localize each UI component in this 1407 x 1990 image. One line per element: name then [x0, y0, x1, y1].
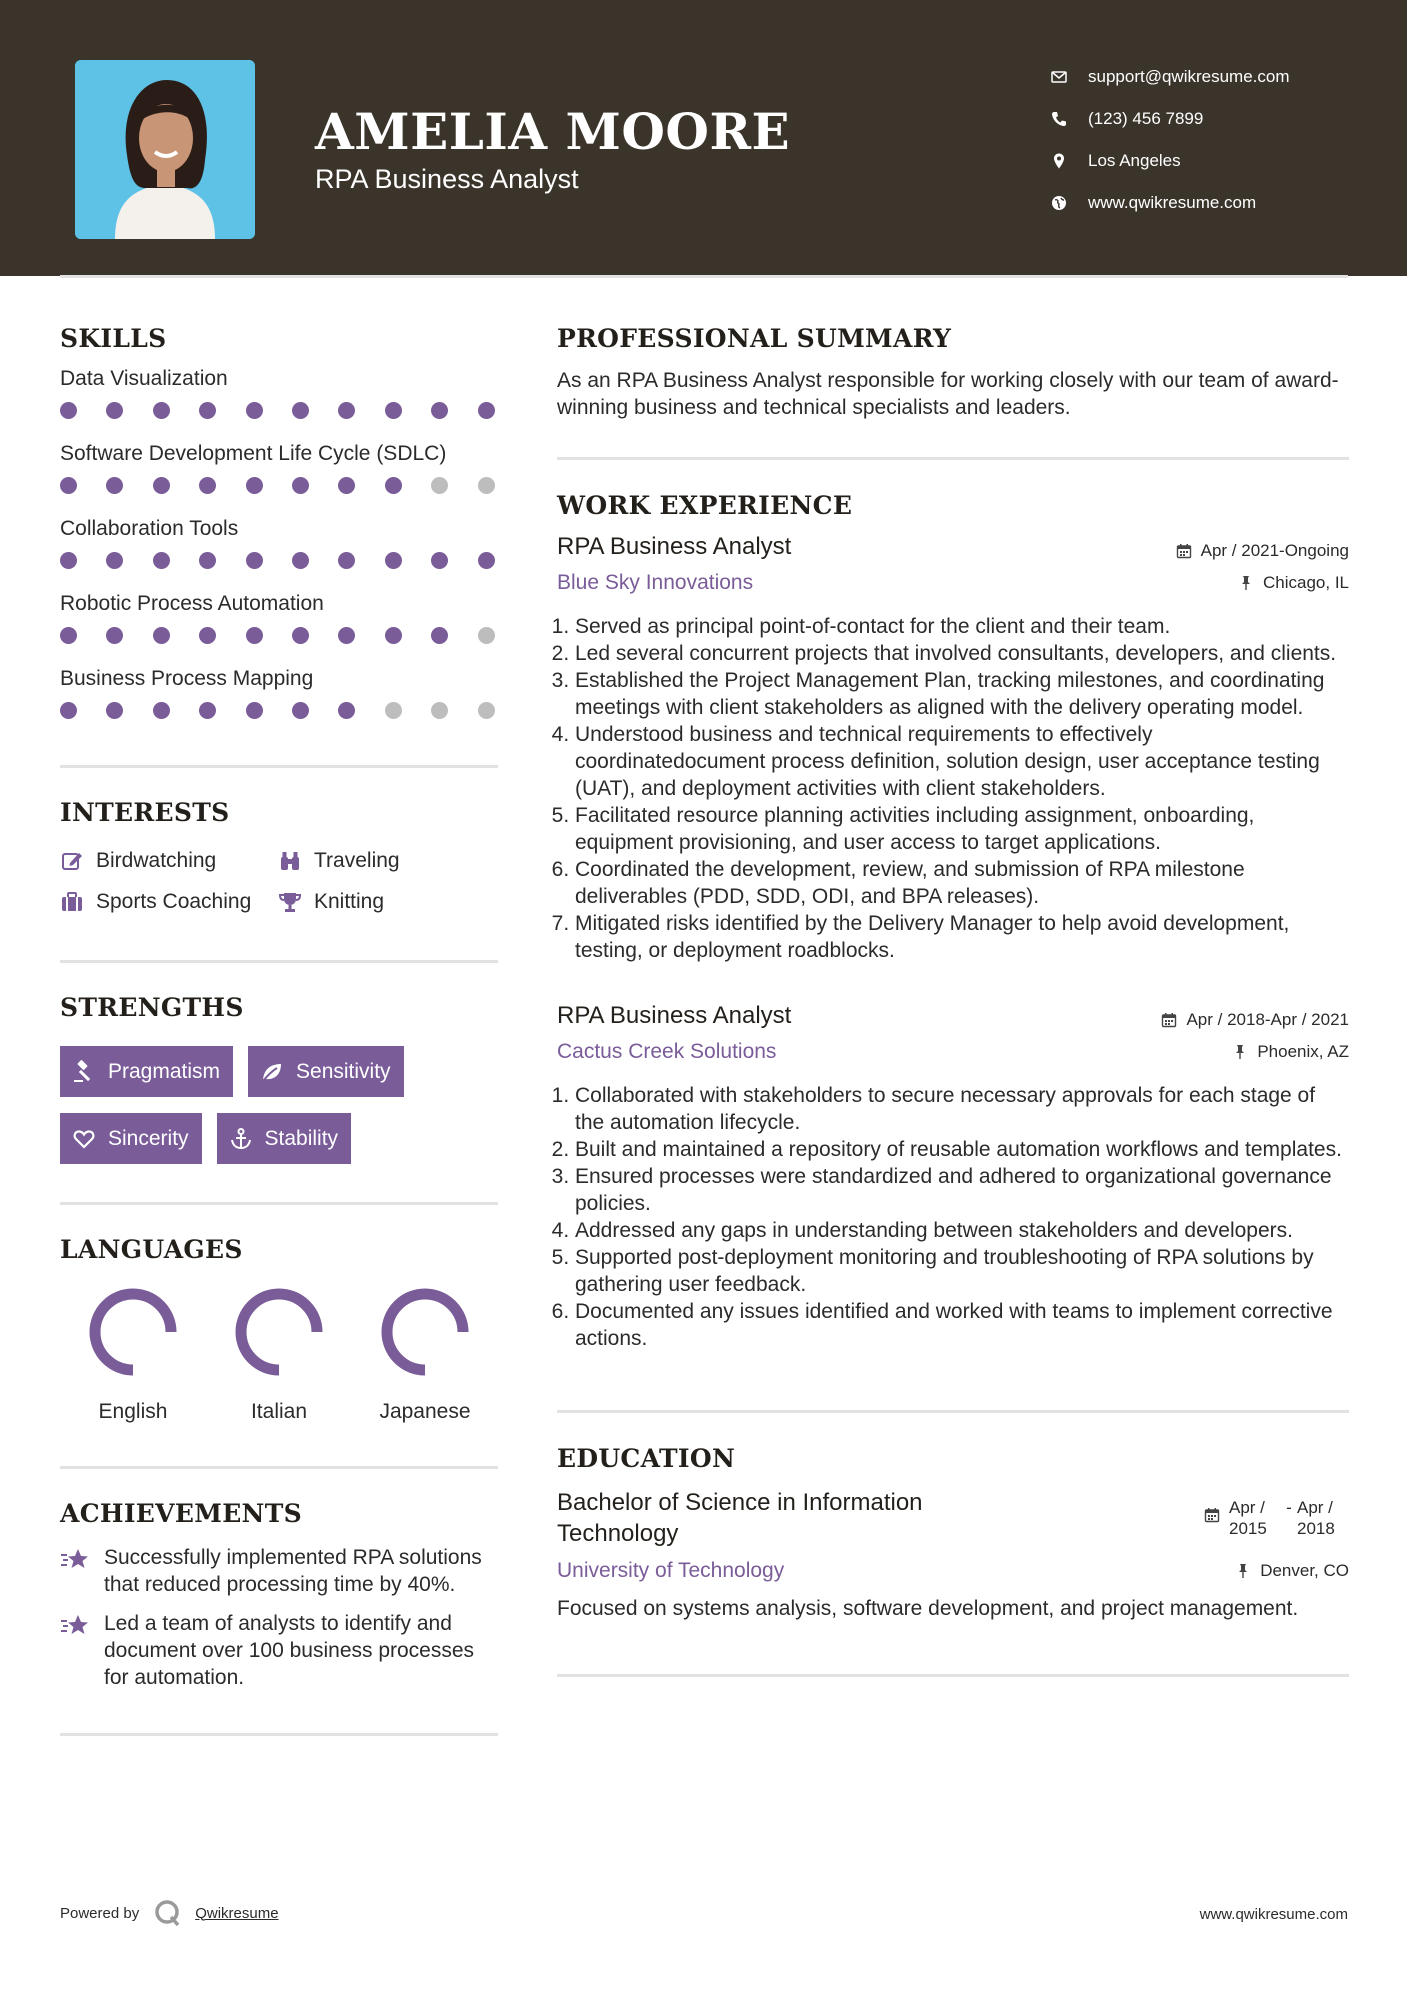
skill-rating	[60, 702, 498, 719]
rating-dot-filled	[199, 702, 216, 719]
trophy-icon	[278, 890, 302, 914]
rating-dot-filled	[385, 477, 402, 494]
candidate-role: RPA Business Analyst	[315, 164, 579, 194]
skill-item	[60, 517, 498, 569]
rating-dot-filled	[153, 402, 170, 419]
star-badge-icon	[60, 1612, 92, 1640]
skills-title: SKILLS	[60, 324, 167, 353]
globe-icon	[1050, 194, 1068, 212]
strength-chip	[248, 1046, 404, 1097]
achievements-title: ACHIEVEMENTS	[60, 1499, 302, 1528]
rating-dot-filled	[338, 402, 355, 419]
achievement-item	[60, 1610, 498, 1691]
contact-phone-text: (123) 456 7899	[1088, 109, 1204, 128]
job-subheader	[557, 571, 1349, 595]
profile-photo	[75, 60, 255, 239]
interest-item	[60, 890, 278, 914]
job-bullets	[557, 1082, 1347, 1352]
interest-item	[278, 890, 498, 914]
education-description: Focused on systems analysis, software development, and project management.	[557, 1597, 1299, 1620]
skill-name: Software Development Life Cycle (SDLC)	[60, 442, 447, 465]
job-bullet: 6. Documented any issues identified and worked with teams to implement corrective actions.	[575, 1298, 1347, 1352]
education-dates	[1204, 1497, 1349, 1539]
section-divider	[60, 1202, 498, 1205]
skill-item	[60, 442, 498, 494]
job-header	[557, 1002, 1349, 1030]
job-bullet: 1. Served as principal point-of-contact for the client and their team.	[575, 613, 1347, 640]
job-date	[1161, 1010, 1349, 1030]
job-bullet: 5. Facilitated resource planning activities including assignment, onboarding, equipment provisioning, and user access to target applications.	[575, 802, 1347, 856]
job-bullet: 1. Collaborated with stakeholders to secure necessary approvals for each stage of the automation lifecycle.	[575, 1082, 1347, 1136]
rating-dot-filled	[199, 552, 216, 569]
rating-dot-filled	[60, 552, 77, 569]
job-bullet: 4. Understood business and technical requirements to effectively coordinatedocument process definition, solution design, user acceptance testing (UAT), and deployment activities with client stakeholders.	[575, 721, 1347, 802]
interest-label: Birdwatching	[96, 849, 217, 872]
education-header	[557, 1487, 1349, 1549]
rating-dot-filled	[106, 702, 123, 719]
job-date-text: Apr / 2021-Ongoing	[1200, 541, 1349, 560]
rating-dot-filled	[431, 552, 448, 569]
skill-rating	[60, 552, 498, 569]
rating-dot-empty	[385, 702, 402, 719]
skill-item	[60, 667, 498, 719]
rating-dot-filled	[106, 402, 123, 419]
section-divider	[60, 765, 498, 768]
rating-dot-filled	[292, 702, 309, 719]
skill-item	[60, 367, 498, 419]
rating-dot-filled	[338, 552, 355, 569]
job-bullet: 6. Coordinated the development, review, and submission of RPA milestone deliverables (PDD, SDD, ODI, and BPA releases).	[575, 856, 1347, 910]
job-location-text: Phoenix, AZ	[1257, 1042, 1349, 1061]
language-item	[60, 1286, 206, 1424]
degree-title: Bachelor of Science in Information Technology	[557, 1489, 923, 1547]
job-entry	[557, 1002, 1349, 1352]
rating-dot-filled	[153, 552, 170, 569]
date-separator: -	[1286, 1498, 1292, 1517]
rating-dot-filled	[106, 552, 123, 569]
heart-icon	[72, 1127, 96, 1151]
rating-dot-filled	[292, 627, 309, 644]
interests-grid	[60, 849, 498, 914]
calendar-icon	[1204, 1507, 1220, 1523]
school-name: University of Technology	[557, 1559, 785, 1582]
rating-dot-filled	[153, 702, 170, 719]
job-bullet: 5. Supported post-deployment monitoring and troubleshooting of RPA solutions by gathering user feedback.	[575, 1244, 1347, 1298]
rating-dot-filled	[478, 402, 495, 419]
job-bullet: 3. Established the Project Management Plan, tracking milestones, and coordinating meetings with client stakeholders as aligned with the delivery operating model.	[575, 667, 1347, 721]
rating-dot-filled	[246, 402, 263, 419]
contact-email[interactable]	[1050, 56, 1380, 98]
skill-rating	[60, 477, 498, 494]
left-column	[60, 276, 498, 1736]
skill-name: Robotic Process Automation	[60, 592, 324, 615]
interest-label: Knitting	[314, 890, 385, 913]
rating-dot-filled	[246, 702, 263, 719]
rating-dot-filled	[106, 627, 123, 644]
summary-text: As an RPA Business Analyst responsible for working closely with our team of award-winning business and technical specialists and leaders.	[557, 369, 1339, 419]
calendar-icon	[1176, 543, 1192, 559]
rating-dot-filled	[431, 627, 448, 644]
job-bullet: 3. Ensured processes were standardized and adhered to organizational governance policies.	[575, 1163, 1347, 1217]
languages-list	[60, 1286, 498, 1424]
interest-label: Sports Coaching	[96, 890, 252, 913]
contact-list	[1050, 56, 1380, 224]
language-name: English	[98, 1400, 168, 1423]
language-name: Japanese	[379, 1400, 471, 1423]
language-level-ring	[233, 1286, 325, 1378]
education-start: Apr / 2015	[1229, 1498, 1267, 1538]
strengths-title: STRENGTHS	[60, 993, 244, 1022]
rating-dot-filled	[338, 627, 355, 644]
edit-icon	[60, 849, 84, 873]
contact-location-text: Los Angeles	[1088, 151, 1181, 170]
language-level-ring	[379, 1286, 471, 1378]
rating-dot-filled	[478, 552, 495, 569]
languages-title: LANGUAGES	[60, 1235, 243, 1264]
strength-label: Sensitivity	[296, 1059, 391, 1083]
rating-dot-empty	[478, 477, 495, 494]
right-column	[557, 276, 1349, 1677]
language-item	[206, 1286, 352, 1424]
skill-name: Collaboration Tools	[60, 517, 239, 540]
contact-location	[1050, 140, 1380, 182]
skill-rating	[60, 627, 498, 644]
rating-dot-filled	[246, 477, 263, 494]
job-location	[1232, 1042, 1349, 1062]
job-date	[1176, 541, 1349, 561]
pushpin-icon	[1238, 575, 1254, 591]
job-location	[1238, 573, 1349, 593]
anchor-icon	[229, 1127, 253, 1151]
rating-dot-filled	[106, 477, 123, 494]
rating-dot-empty	[478, 627, 495, 644]
achievement-text: Led a team of analysts to identify and document over 100 business processes for automation.	[104, 1612, 475, 1689]
rating-dot-filled	[338, 477, 355, 494]
job-title: RPA Business Analyst	[557, 1002, 792, 1029]
interests-title: INTERESTS	[60, 798, 230, 827]
pushpin-icon	[1232, 1044, 1248, 1060]
job-entry	[557, 533, 1349, 964]
footer-website[interactable]: www.qwikresume.com	[1199, 1906, 1348, 1923]
rating-dot-filled	[199, 477, 216, 494]
footer-powered-by	[60, 1898, 279, 1928]
strength-label: Stability	[264, 1126, 339, 1150]
skills-list	[60, 367, 498, 719]
powered-by-label: Powered by	[60, 1904, 140, 1922]
brand-link[interactable]: Qwikresume	[195, 1904, 279, 1922]
skill-name: Business Process Mapping	[60, 667, 314, 690]
job-bullet: 2. Led several concurrent projects that involved consultants, developers, and clients.	[575, 640, 1347, 667]
company-name: Blue Sky Innovations	[557, 571, 754, 594]
language-level-arc	[387, 1294, 463, 1370]
job-location-text: Chicago, IL	[1263, 573, 1349, 592]
rating-dot-filled	[60, 702, 77, 719]
contact-website[interactable]	[1050, 182, 1380, 224]
summary-title: PROFESSIONAL SUMMARY	[557, 324, 952, 353]
contact-phone[interactable]	[1050, 98, 1380, 140]
strengths-list	[60, 1046, 500, 1164]
pushpin-icon	[1235, 1563, 1251, 1579]
company-name: Cactus Creek Solutions	[557, 1040, 777, 1063]
section-divider	[60, 960, 498, 963]
education-location-text: Denver, CO	[1260, 1561, 1349, 1580]
job-title: RPA Business Analyst	[557, 533, 792, 560]
strength-chip	[217, 1113, 352, 1164]
education-subheader	[557, 1559, 1349, 1583]
strength-chip	[60, 1046, 233, 1097]
language-level-ring	[87, 1286, 179, 1378]
map-pin-icon	[1050, 152, 1068, 170]
achievement-text: Successfully implemented RPA solutions that reduced processing time by 40%.	[104, 1546, 482, 1596]
rating-dot-filled	[60, 477, 77, 494]
rating-dot-filled	[385, 627, 402, 644]
strength-label: Pragmatism	[108, 1059, 221, 1083]
binoculars-icon	[278, 849, 302, 873]
leaf-icon	[260, 1060, 284, 1084]
contact-website-text: www.qwikresume.com	[1088, 193, 1257, 212]
rating-dot-filled	[338, 702, 355, 719]
rating-dot-filled	[60, 402, 77, 419]
briefcase-icon	[60, 890, 84, 914]
resume-header	[0, 0, 1407, 276]
job-bullets	[557, 613, 1347, 964]
section-divider	[557, 1674, 1349, 1677]
rating-dot-filled	[292, 552, 309, 569]
section-divider	[60, 1466, 498, 1469]
envelope-icon	[1050, 68, 1068, 86]
rating-dot-empty	[431, 477, 448, 494]
experience-title: WORK EXPERIENCE	[557, 491, 853, 520]
calendar-icon	[1161, 1012, 1177, 1028]
star-badge-icon	[60, 1546, 92, 1574]
phone-icon	[1050, 110, 1068, 128]
achievement-item	[60, 1544, 498, 1598]
job-header	[557, 533, 1349, 561]
job-bullet: 7. Mitigated risks identified by the Delivery Manager to help avoid development, testing, or deployment roadblocks.	[575, 910, 1347, 964]
job-bullet: 2. Built and maintained a repository of reusable automation workflows and templates.	[575, 1136, 1347, 1163]
rating-dot-empty	[478, 702, 495, 719]
rating-dot-filled	[246, 627, 263, 644]
rating-dot-filled	[153, 627, 170, 644]
language-name: Italian	[250, 1400, 308, 1423]
rating-dot-filled	[153, 477, 170, 494]
strength-label: Sincerity	[108, 1126, 189, 1150]
rating-dot-filled	[292, 402, 309, 419]
qwikresume-logo-icon	[153, 1898, 183, 1928]
interest-item	[278, 849, 498, 873]
rating-dot-filled	[431, 402, 448, 419]
contact-email-text: support@qwikresume.com	[1088, 67, 1290, 86]
section-divider	[60, 1733, 498, 1736]
rating-dot-empty	[431, 702, 448, 719]
rating-dot-filled	[385, 552, 402, 569]
rating-dot-filled	[385, 402, 402, 419]
language-level-arc	[241, 1294, 317, 1370]
strength-chip	[60, 1113, 202, 1164]
job-subheader	[557, 1040, 1349, 1064]
education-location	[1235, 1561, 1349, 1581]
rating-dot-filled	[199, 627, 216, 644]
job-bullet: 4. Addressed any gaps in understanding between stakeholders and developers.	[575, 1217, 1347, 1244]
interest-item	[60, 849, 278, 873]
rating-dot-filled	[246, 552, 263, 569]
section-divider	[557, 457, 1349, 460]
rating-dot-filled	[292, 477, 309, 494]
skill-rating	[60, 402, 498, 419]
education-title: EDUCATION	[557, 1444, 736, 1473]
job-date-text: Apr / 2018-Apr / 2021	[1186, 1010, 1349, 1029]
rating-dot-filled	[199, 402, 216, 419]
interest-label: Traveling	[314, 849, 400, 872]
section-divider	[557, 1410, 1349, 1413]
skill-item	[60, 592, 498, 644]
education-end: Apr / 2018	[1297, 1498, 1335, 1538]
gavel-icon	[72, 1060, 96, 1084]
skill-name: Data Visualization	[60, 367, 228, 390]
language-level-arc	[95, 1294, 171, 1370]
candidate-name: AMELIA MOORE	[315, 102, 791, 161]
language-item	[352, 1286, 498, 1424]
rating-dot-filled	[60, 627, 77, 644]
